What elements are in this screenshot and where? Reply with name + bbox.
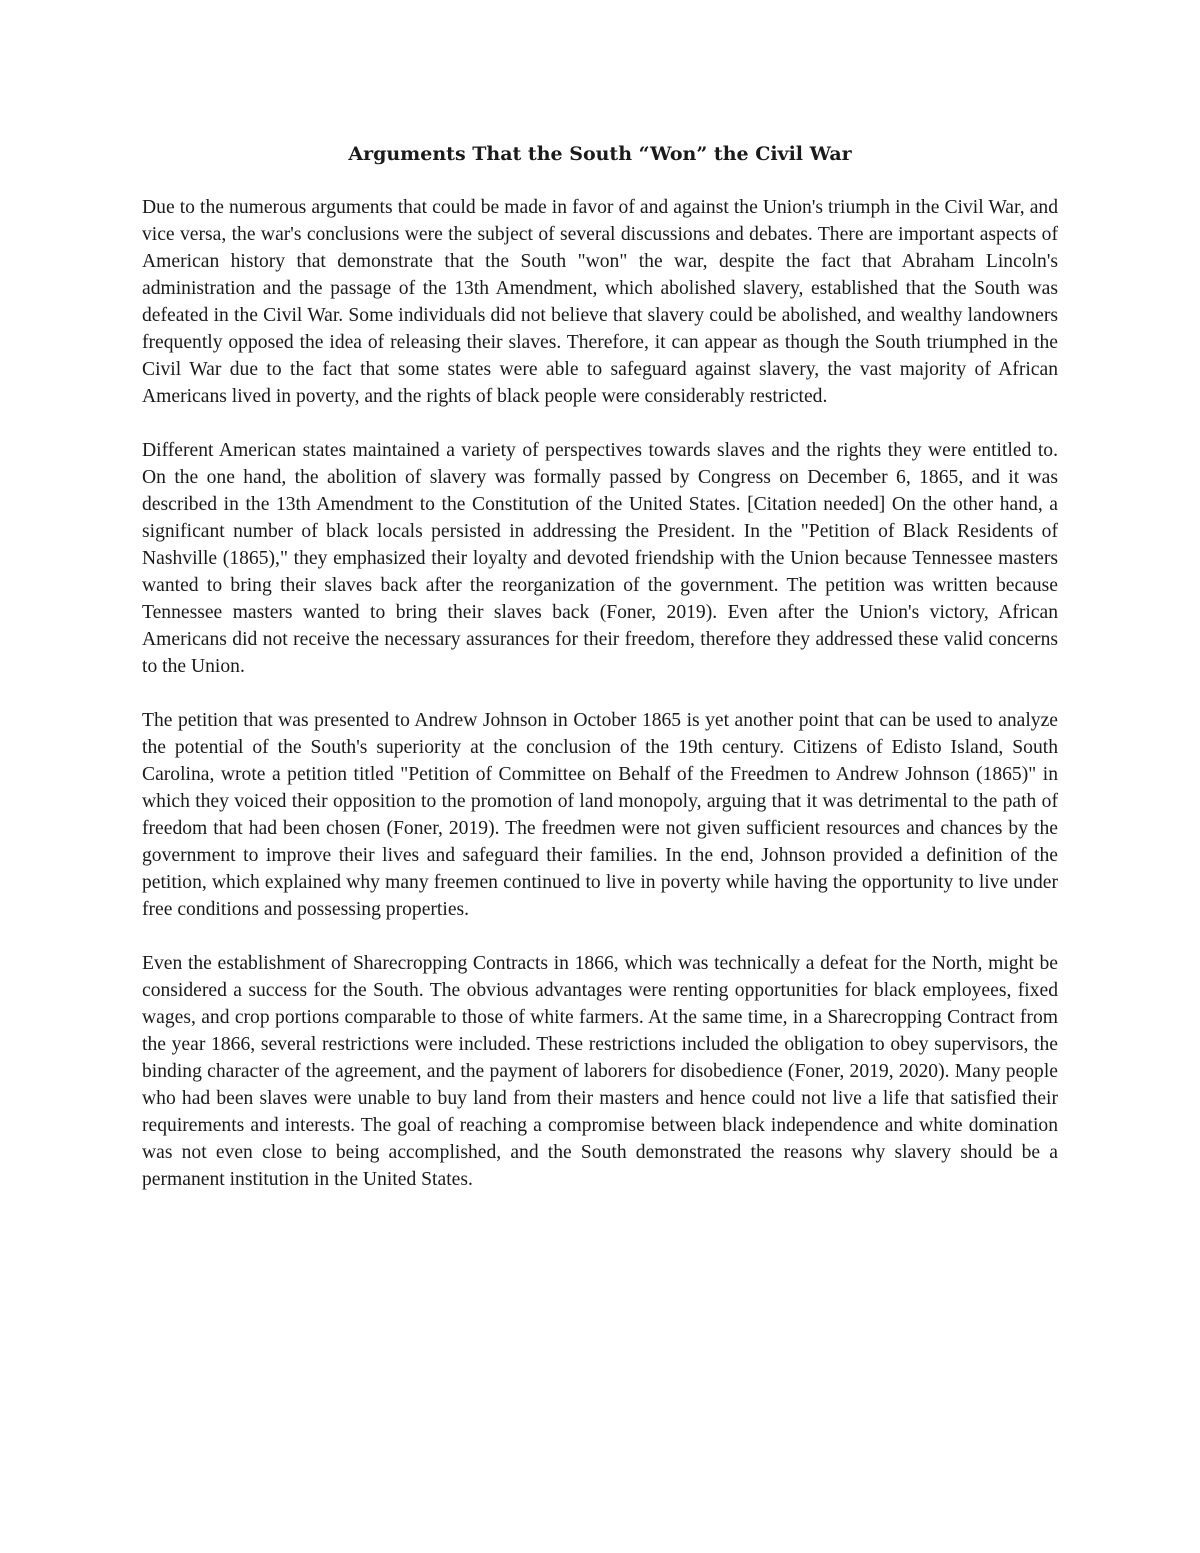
document-title: Arguments That the South “Won” the Civil War <box>348 143 852 165</box>
paragraph-4: Even the establishment of Sharecropping Contracts in 1866, which was technically a defeat for the North, might be considered a success for the South. The obvious advantages were renting opportunities for black employees, fixed wages, and crop portions comparable to those of white farmers. At the same time, in a Sharecropping Contract from the year 1866, several restrictions were included. These restrictions included the obligation to obey supervisors, the binding character of the agreement, and the payment of laborers for disobedience (Foner, 2019, 2020). Many people who had been slaves were unable to buy land from their masters and hence could not live a life that satisfied their requirements and interests. The goal of reaching a compromise between black independence and white domination was not even close to being accomplished, and the South demonstrated the reasons why slavery should be a permanent institution in the United States. <box>142 953 1058 1190</box>
document-body <box>142 140 1058 1220</box>
paragraph-3: The petition that was presented to Andrew Johnson in October 1865 is yet another point that can be used to analyze the potential of the South's superiority at the conclusion of the 19th century. Citizens of Edisto Island, South Carolina, wrote a petition titled "Petition of Committee on Behalf of the Freedmen to Andrew Johnson (1865)" in which they voiced their opposition to the promotion of land monopoly, arguing that it was detrimental to the path of freedom that had been chosen (Foner, 2019). The freedmen were not given sufficient resources and chances by the government to improve their lives and safeguard their families. In the end, Johnson provided a definition of the petition, which explained why many freemen continued to live in poverty while having the opportunity to live under free conditions and possessing properties. <box>142 710 1058 920</box>
paragraph-1: Due to the numerous arguments that could be made in favor of and against the Union's triumph in the Civil War, and vice versa, the war's conclusions were the subject of several discussions and debates. There are important aspects of American history that demonstrate that the South "won" the war, despite the fact that Abraham Lincoln's administration and the passage of the 13th Amendment, which abolished slavery, established that the South was defeated in the Civil War. Some individuals did not believe that slavery could be abolished, and wealthy landowners frequently opposed the idea of releasing their slaves. Therefore, it can appear as though the South triumphed in the Civil War due to the fact that some states were able to safeguard against slavery, the vast majority of African Americans lived in poverty, and the rights of black people were considerably restricted. <box>142 197 1058 407</box>
paragraph-2: Different American states maintained a variety of perspectives towards slaves and the rights they were entitled to. On the one hand, the abolition of slavery was formally passed by Congress on December 6, 1865, and it was described in the 13th Amendment to the Constitution of the United States. [Citation needed] On the other hand, a significant number of black locals persisted in addressing the President. In the "Petition of Black Residents of Nashville (1865)," they emphasized their loyalty and devoted friendship with the Union because Tennessee masters wanted to bring their slaves back after the reorganization of the government. The petition was written because Tennessee masters wanted to bring their slaves back (Foner, 2019). Even after the Union's victory, African Americans did not receive the necessary assurances for their freedom, therefore they addressed these valid concerns to the Union. <box>142 440 1058 677</box>
